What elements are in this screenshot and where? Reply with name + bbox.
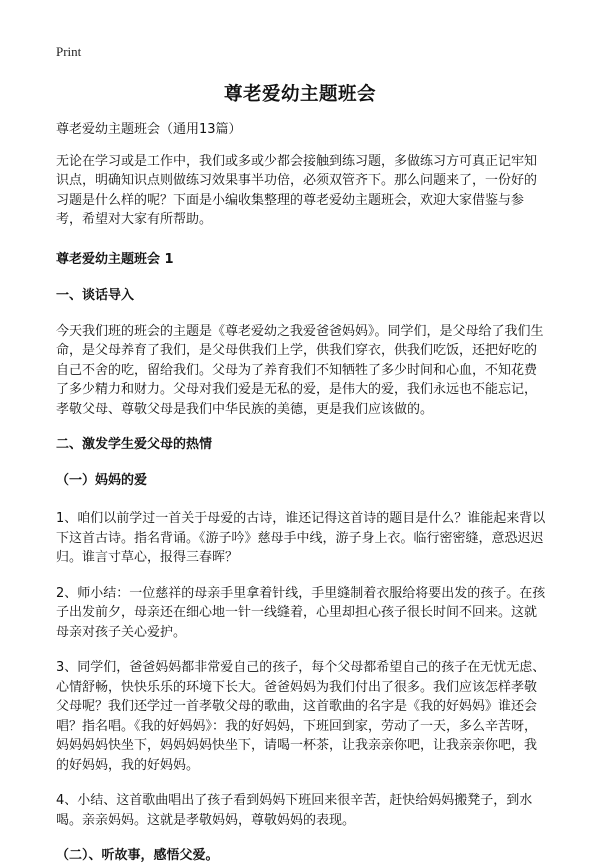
document-subtitle: 尊老爱幼主题班会（通用13篇） bbox=[56, 122, 242, 137]
section-heading: 尊老爱幼主题班会 1 bbox=[56, 251, 174, 267]
subsection2-heading: （二）、听故事，感悟父爱。 bbox=[56, 848, 219, 863]
part1-heading: 一、谈话导入 bbox=[56, 288, 135, 303]
list-item-3: 3、同学们，爸爸妈妈都非常爱自己的孩子，每个父母都希望自己的孩子在无忧无虑、心情舒畅，快快乐乐的环境下长大。爸爸妈妈为我们付出了很多。我们应该怎样孝敬父母呢？我们还学过一首孝敬父母的歌曲，这首歌曲的名字是《我的好妈妈》谁还会唱？指名唱。《我的好妈妈》：我的好妈妈，下班回到家，劳动了一天，多么辛苦呀，妈妈妈妈快坐下，妈妈妈妈快坐下，请喝一杯茶，让我亲亲你吧，让我亲亲你吧，我的好妈妈，我的好妈妈。 bbox=[56, 660, 546, 773]
part1-paragraph: 今天我们班的班会的主题是《尊老爱幼之我爱爸爸妈妈》。同学们，是父母给了我们生命，是父母养育了我们，是父母供我们上学，供我们穿衣，供我们吃饭，还把好吃的自己不舍的吃，留给我们。父母为了养育我们不知牺牲了多少时间和心血，不知花费了多少精力和财力。父母对我们爱是无私的爱，是伟大的爱，我们永远也不能忘记，孝敬父母、尊敬父母是我们中华民族的美德，更是我们应该做的。 bbox=[56, 323, 544, 417]
document-body bbox=[56, 120, 546, 866]
page-title: 尊老爱幼主题班会 bbox=[223, 84, 376, 105]
list-item-1: 1、咱们以前学过一首关于母爱的古诗，谁还记得这首诗的题目是什么？谁能起来背以下这首古诗。指名背诵。《游子吟》慈母手中线，游子身上衣。临行密密缝，意恐迟迟归。谁言寸草心，报得三春晖？ bbox=[56, 511, 546, 565]
subsection1-heading: （一）妈妈的爱 bbox=[56, 472, 148, 488]
part2-heading: 二、激发学生爱父母的热情 bbox=[56, 437, 213, 452]
intro-paragraph: 无论在学习或是工作中，我们或多或少都会接触到练习题，多做练习方可真正记牢知识点，明确知识点则做练习效果事半功倍，必须双管齐下。那么问题来了，一份好的习题是什么样的呢？下面是小编收集整理的尊老爱幼主题班会，欢迎大家借鉴与参考，希望对大家有所帮助。 bbox=[56, 153, 538, 227]
print-link[interactable]: Print bbox=[56, 44, 82, 59]
list-item-4: 4、小结、这首歌曲唱出了孩子看到妈妈下班回来很辛苦，赶快给妈妈搬凳子，到水喝。亲亲妈妈。这就是孝敬妈妈，尊敬妈妈的表现。 bbox=[56, 793, 533, 828]
list-item-2: 2、师小结：一位慈祥的母亲手里拿着针线，手里缝制着衣服给将要出发的孩子。在孩子出发前夕，母亲还在细心地一针一线缝着，心里却担心孩子很长时间不回来。这就母亲对孩子关心爱护。 bbox=[56, 585, 546, 640]
